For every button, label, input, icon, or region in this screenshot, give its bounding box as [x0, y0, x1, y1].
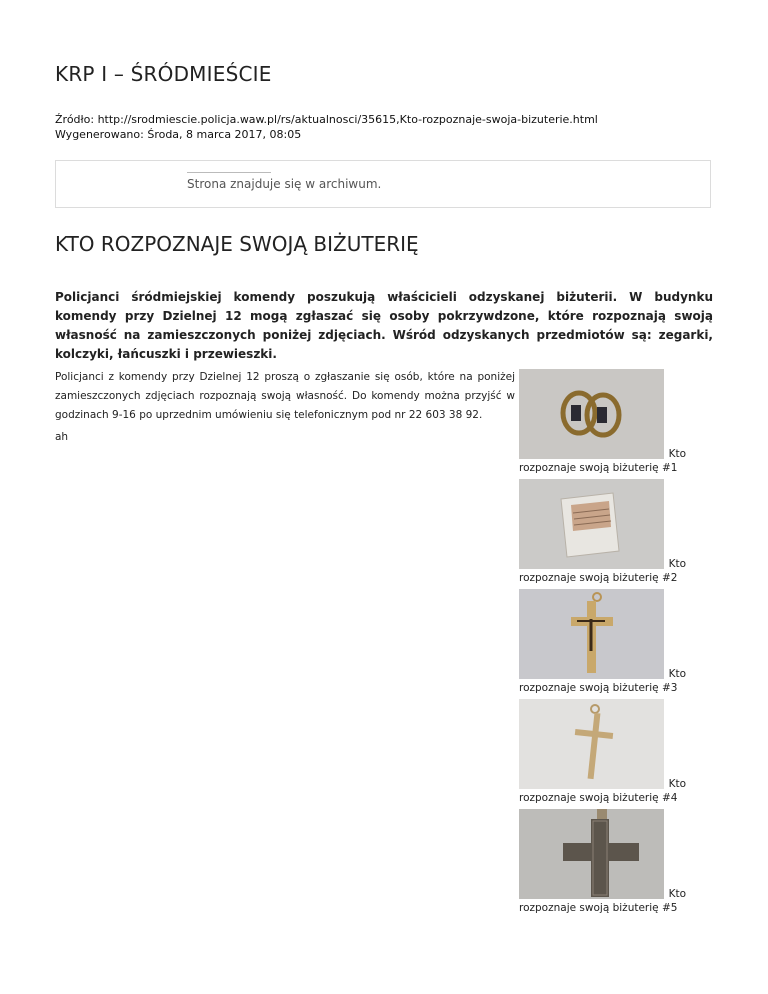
gallery-item[interactable]	[519, 479, 689, 589]
archive-notice-box	[55, 160, 711, 208]
jewelry-photo-crucifix[interactable]	[519, 589, 664, 679]
gallery-caption: Kto rozpoznaje swoją biżuterię #2	[519, 558, 686, 584]
gallery-item[interactable]	[519, 369, 689, 479]
gallery-caption: Kto rozpoznaje swoją biżuterię #5	[519, 888, 686, 914]
article-title: KTO ROZPOZNAJE SWOJĄ BIŻUTERIĘ	[55, 232, 419, 256]
document-meta	[55, 112, 598, 142]
jewelry-photo-pendant[interactable]	[519, 479, 664, 569]
gallery-caption: Kto rozpoznaje swoją biżuterię #3	[519, 668, 686, 694]
jewelry-photo-earrings[interactable]	[519, 369, 664, 459]
archive-notice: Strona znajduje się w archiwum.	[187, 177, 382, 191]
gallery-item[interactable]	[519, 699, 689, 809]
article-body: Policjanci z komendy przy Dzielnej 12 proszą o zgłaszanie się osób, które na poniżej zamieszczonych zdjęciach rozpoznają swoją własność. Do komendy można przyjść w godzinach 9-16 po uprzednim umówieniu się telefonicznym pod nr 22 603 38 92.	[55, 371, 515, 421]
photo-gallery	[519, 369, 689, 919]
author-signature: ah	[55, 431, 69, 443]
jewelry-photo-thin-cross[interactable]	[519, 699, 664, 789]
archive-divider	[187, 172, 271, 173]
source-url[interactable]: Źródło: http://srodmiescie.policja.waw.pl/rs/aktualnosci/35615,Kto-rozpoznaje-swoja-bizuterie.html	[55, 113, 598, 126]
gallery-caption: Kto rozpoznaje swoją biżuterię #1	[519, 448, 686, 474]
jewelry-photo-wide-cross[interactable]	[519, 809, 664, 899]
article-lead: Policjanci śródmiejskiej komendy poszukują właścicieli odzyskanej biżuterii. W budynku komendy przy Dzielnej 12 mogą zgłaszać się osoby pokrzywdzone, które rozpoznają swoją własność na zamieszczonych poniżej zdjęciach. Wśród odzyskanych przedmiotów są: zegarki, kolczyki, łańcuszki i przewieszki.	[55, 290, 713, 361]
gallery-item[interactable]	[519, 589, 689, 699]
site-title: KRP I – ŚRÓDMIEŚCIE	[55, 62, 272, 86]
gallery-caption: Kto rozpoznaje swoją biżuterię #4	[519, 778, 686, 804]
gallery-item[interactable]	[519, 809, 689, 919]
generated-date: Wygenerowano: Środa, 8 marca 2017, 08:05	[55, 128, 302, 141]
